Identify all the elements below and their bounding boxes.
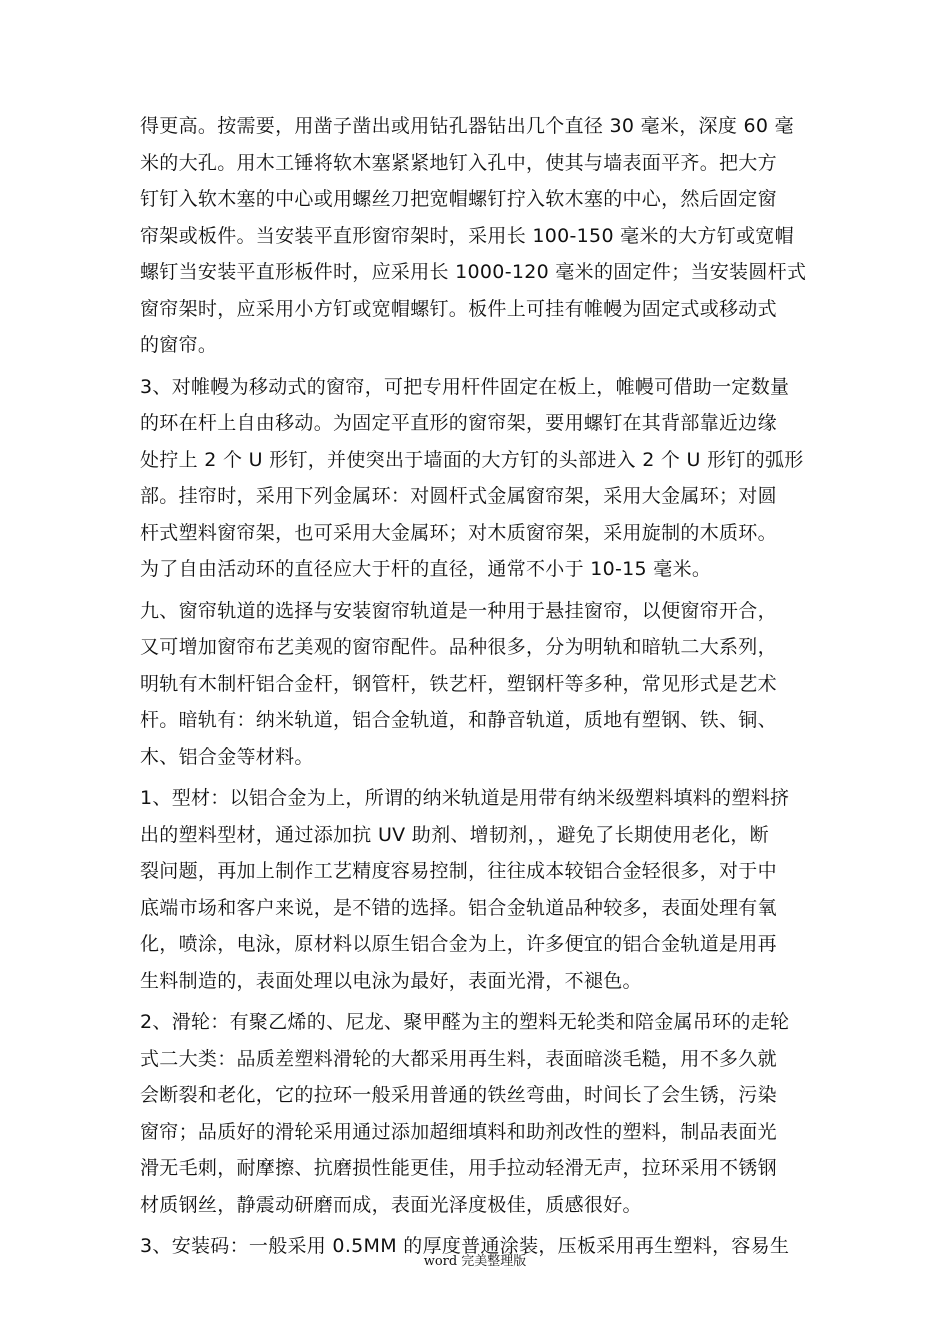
paragraph-line: 窗帘架时，应采用小方钉或宽帽螺钉。板件上可挂有帷幔为固定式或移动式 [140,297,777,320]
paragraph-line: 米的大孔。用木工锤将软木塞紧紧地钉入孔中，使其与墙表面平齐。把大方 [140,151,777,174]
paragraph [140,593,825,776]
paragraph-line: 的环在杆上自由移动。为固定平直形的窗帘架，要用螺钉在其背部靠近边缘 [140,412,777,434]
paragraph-line: 处拧上 2 个 U 形钉，并使突出于墙面的大方钉的头部进入 2 个 U 形钉的弧形 [140,448,804,471]
paragraph-line: 杆式塑料窗帘架，也可采用大金属环；对木质窗帘架，采用旋制的木质环。 [140,521,777,544]
paragraph [140,369,825,588]
paragraph-line: 会断裂和老化，它的拉环一般采用普通的铁丝弯曲，时间长了会生锈，污染 [140,1084,777,1106]
paragraph-line: 3、对帷幔为移动式的窗帘，可把专用杆件固定在板上，帷幔可借助一定数量 [140,375,790,398]
paragraph-line: 部。挂帘时，采用下列金属环：对圆杆式金属窗帘架，采用大金属环；对圆 [140,485,777,507]
paragraph-line: 2、滑轮：有聚乙烯的、尼龙、聚甲醛为主的塑料无轮类和陪金属吊环的走轮 [140,1011,790,1033]
paragraph-line: 得更高。按需要，用凿子凿出或用钻孔器钻出几个直径 30 毫米，深度 60 毫 [140,115,794,137]
paragraph-line: 3、安装码：一般采用 0.5MM 的厚度普通涂装，压板采用再生塑料，容易生 [140,1235,790,1257]
paragraph-line: 生料制造的，表面处理以电泳为最好，表面光滑，不褪色。 [140,969,642,992]
paragraph-line: 式二大类：品质差塑料滑轮的大都采用再生料，表面暗淡毛糙，用不多久就 [140,1047,777,1070]
paragraph-line: 杆。暗轨有：纳米轨道，铝合金轨道，和静音轨道，质地有塑钢、铁、铜、 [140,709,777,731]
paragraph-line: 窗帘；品质好的滑轮采用通过添加超细填料和助剂改性的塑料，制品表面光 [140,1120,777,1143]
paragraph [140,780,825,999]
paragraph-line: 化，喷涂，电泳，原材料以原生铝合金为上，许多便宜的铝合金轨道是用再 [140,933,777,955]
page-footer: word 完美整理版 [423,1254,527,1269]
paragraph-line: 明轨有木制杆铝合金杆，钢管杆，铁艺杆，塑钢杆等多种，常见形式是艺术 [140,672,777,695]
paragraph-line: 出的塑料型材，通过添加抗 UV 助剂、增韧剂，，避免了长期使用老化，断 [140,823,769,846]
paragraph-line: 的窗帘。 [140,334,218,356]
paragraph-line: 滑无毛刺，耐摩擦、抗磨损性能更佳，用手拉动轻滑无声，拉环采用不锈钢 [140,1157,777,1179]
paragraph-line: 木、铝合金等材料。 [140,745,314,768]
paragraph-line: 又可增加窗帘布艺美观的窗帘配件。品种很多，分为明轨和暗轨二大系列， [140,636,777,658]
paragraph-line: 九、窗帘轨道的选择与安装窗帘轨道是一种用于悬挂窗帘，以便窗帘开合， [140,599,777,622]
paragraph-line: 为了自由活动环的直径应大于杆的直径，通常不小于 10-15 毫米。 [140,558,712,580]
paragraph [140,108,825,364]
paragraph-line: 螺钉当安装平直形板件时，应采用长 1000-120 毫米的固定件；当安装圆杆式 [140,261,807,283]
paragraph-line: 材质钢丝，静震动研磨而成，表面光泽度极佳，质感很好。 [140,1193,642,1216]
paragraph-line: 1、型材：以铝合金为上，所谓的纳米轨道是用带有纳米级塑料填料的塑料挤 [140,787,790,809]
paragraph-line: 帘架或板件。当安装平直形窗帘架时，采用长 100-150 毫米的大方钉或宽帽 [140,224,794,247]
paragraph-line: 钉钉入软木塞的中心或用螺丝刀把宽帽螺钉拧入软木塞的中心，然后固定窗 [140,188,777,210]
paragraph [140,1004,825,1223]
paragraph-line: 裂问题，再加上制作工艺精度容易控制，往往成本较铝合金轻很多，对于中 [140,860,777,882]
document-body [140,108,825,1270]
paragraph-line: 底端市场和客户来说，是不错的选择。铝合金轨道品种较多，表面处理有氧 [140,896,777,919]
